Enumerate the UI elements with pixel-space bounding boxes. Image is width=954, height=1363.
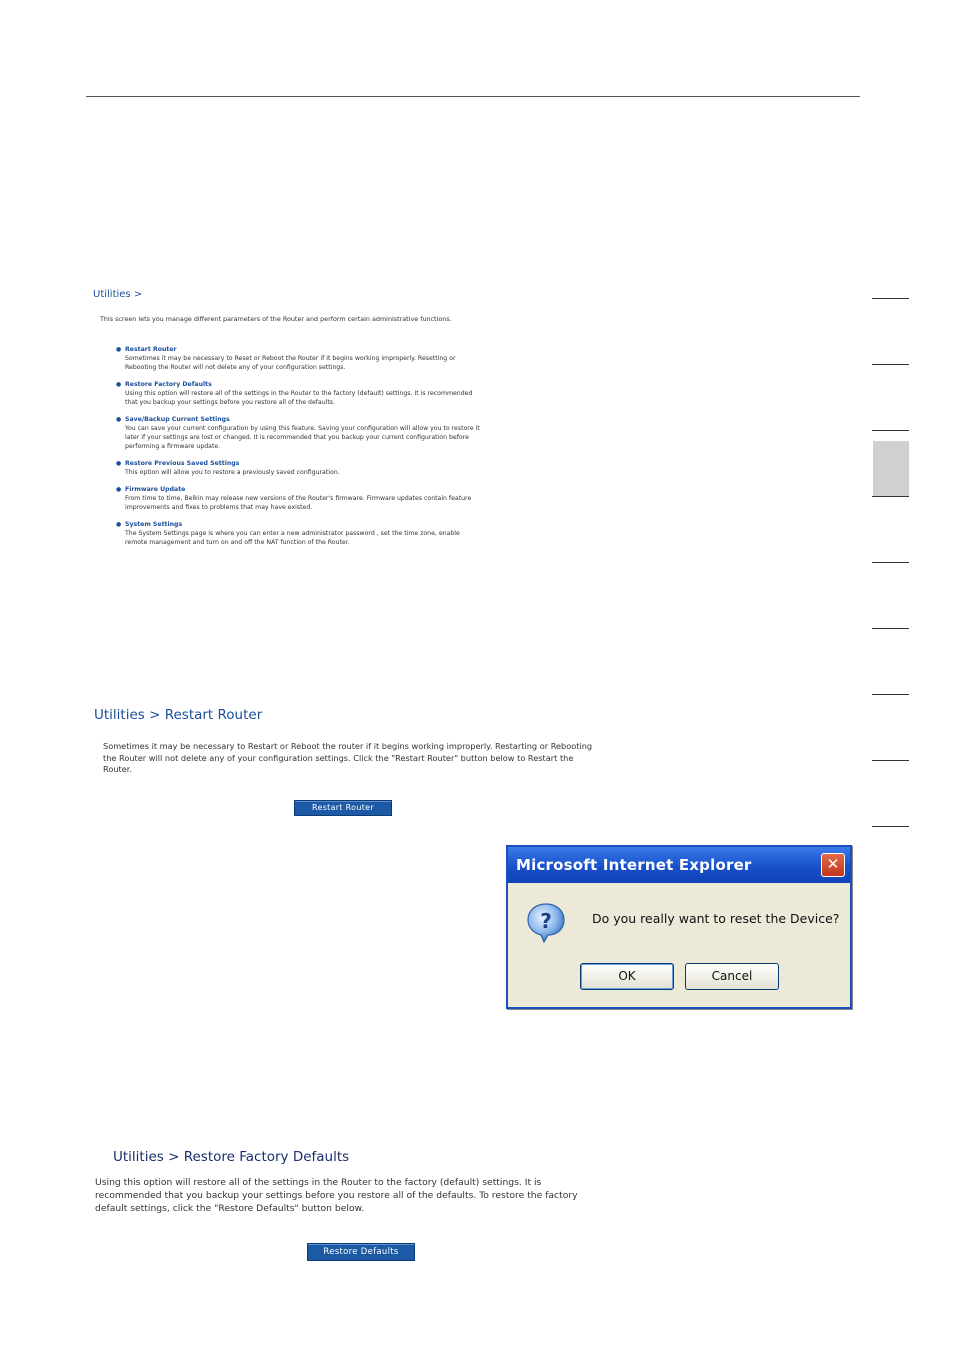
bullet-icon: ● — [116, 521, 122, 528]
restart-description: Sometimes it may be necessary to Restart or Reboot the router if it begins working improperly. Restarting or Rebooting the Router will not delete any of your configuration settings. Click the "Restart Router" button below to Restart the Router. — [103, 741, 593, 775]
link-save-backup-settings[interactable]: Save/Backup Current Settings — [125, 416, 230, 423]
section-tab-divider — [872, 364, 909, 365]
bullet-icon: ● — [116, 416, 122, 423]
list-item — [114, 485, 484, 512]
item-description: This option will allow you to restore a previously saved configuration. — [125, 469, 340, 476]
confirm-dialog — [506, 845, 852, 1009]
restart-router-button[interactable]: Restart Router — [294, 800, 392, 816]
item-description: From time to time, Belkin may release new versions of the Router's firmware. Firmware updates contain feature improvements and fixes to problems that may have existed. — [125, 495, 472, 511]
restore-defaults-button[interactable]: Restore Defaults — [307, 1243, 415, 1261]
utilities-title: Utilities > — [93, 289, 143, 300]
list-item — [114, 520, 484, 547]
link-system-settings[interactable]: System Settings — [125, 521, 183, 528]
link-firmware-update[interactable]: Firmware Update — [125, 486, 186, 493]
section-tab-divider — [872, 694, 909, 695]
item-description: You can save your current configuration by using this feature. Saving your configuration will allow you to restore it later if your settings are lost or changed. It is recommended that you backup your current configuration before performing a firmware update. — [125, 425, 480, 450]
dialog-message: Do you really want to reset the Device? — [592, 911, 840, 926]
bullet-icon: ● — [116, 486, 122, 493]
item-description: The System Settings page is where you can enter a new administrator password , set the time zone, enable remote management and turn on and off the NAT function of the Router. — [125, 530, 460, 546]
cancel-button[interactable]: Cancel — [685, 963, 779, 990]
page-title: Utilities > Restart Router — [94, 707, 263, 723]
link-restore-factory-defaults[interactable]: Restore Factory Defaults — [125, 381, 212, 388]
page-title: Utilities > Restore Factory Defaults — [113, 1149, 350, 1165]
list-item — [114, 380, 484, 407]
section-tab-divider — [872, 628, 909, 629]
list-item — [114, 415, 484, 451]
section-tab-divider — [872, 760, 909, 761]
link-restart-router[interactable]: Restart Router — [125, 346, 177, 353]
list-item — [114, 345, 484, 372]
bullet-icon: ● — [116, 381, 122, 388]
svg-text:?: ? — [540, 909, 552, 933]
link-restore-previous-settings[interactable]: Restore Previous Saved Settings — [125, 460, 240, 467]
bullet-icon: ● — [116, 346, 122, 353]
item-description: Sometimes it may be necessary to Reset or Reboot the Router if it begins working improperly. Resetting or Rebooting the Router will not delete any of your configuration settings. — [125, 355, 456, 371]
section-tab-divider — [872, 298, 909, 299]
section-tab-active — [873, 441, 909, 496]
close-icon[interactable]: ✕ — [821, 853, 845, 877]
item-description: Using this option will restore all of the settings in the Router to the factory (default) settings. It is recommended that you backup your settings before you restore all of the defaults. — [125, 390, 473, 406]
bullet-icon: ● — [116, 460, 122, 467]
utilities-intro: This screen lets you manage different parameters of the Router and perform certain administrative functions. — [100, 315, 452, 323]
section-tab-divider — [872, 562, 909, 563]
dialog-titlebar[interactable] — [508, 847, 850, 883]
list-item — [114, 459, 484, 477]
header-rule — [86, 96, 860, 97]
question-icon — [524, 901, 568, 945]
ok-button[interactable]: OK — [580, 963, 674, 990]
section-tab-divider — [872, 430, 909, 431]
section-tab-divider — [872, 496, 909, 497]
utilities-list — [114, 345, 484, 555]
section-tab-divider — [872, 826, 909, 827]
dialog-title: Microsoft Internet Explorer — [516, 856, 752, 874]
restore-description: Using this option will restore all of the settings in the Router to the factory (default) settings. It is recommended that you backup your settings before you restore all of the defaults. To restore the factory default settings, click the "Restore Defaults" button below. — [95, 1177, 578, 1214]
